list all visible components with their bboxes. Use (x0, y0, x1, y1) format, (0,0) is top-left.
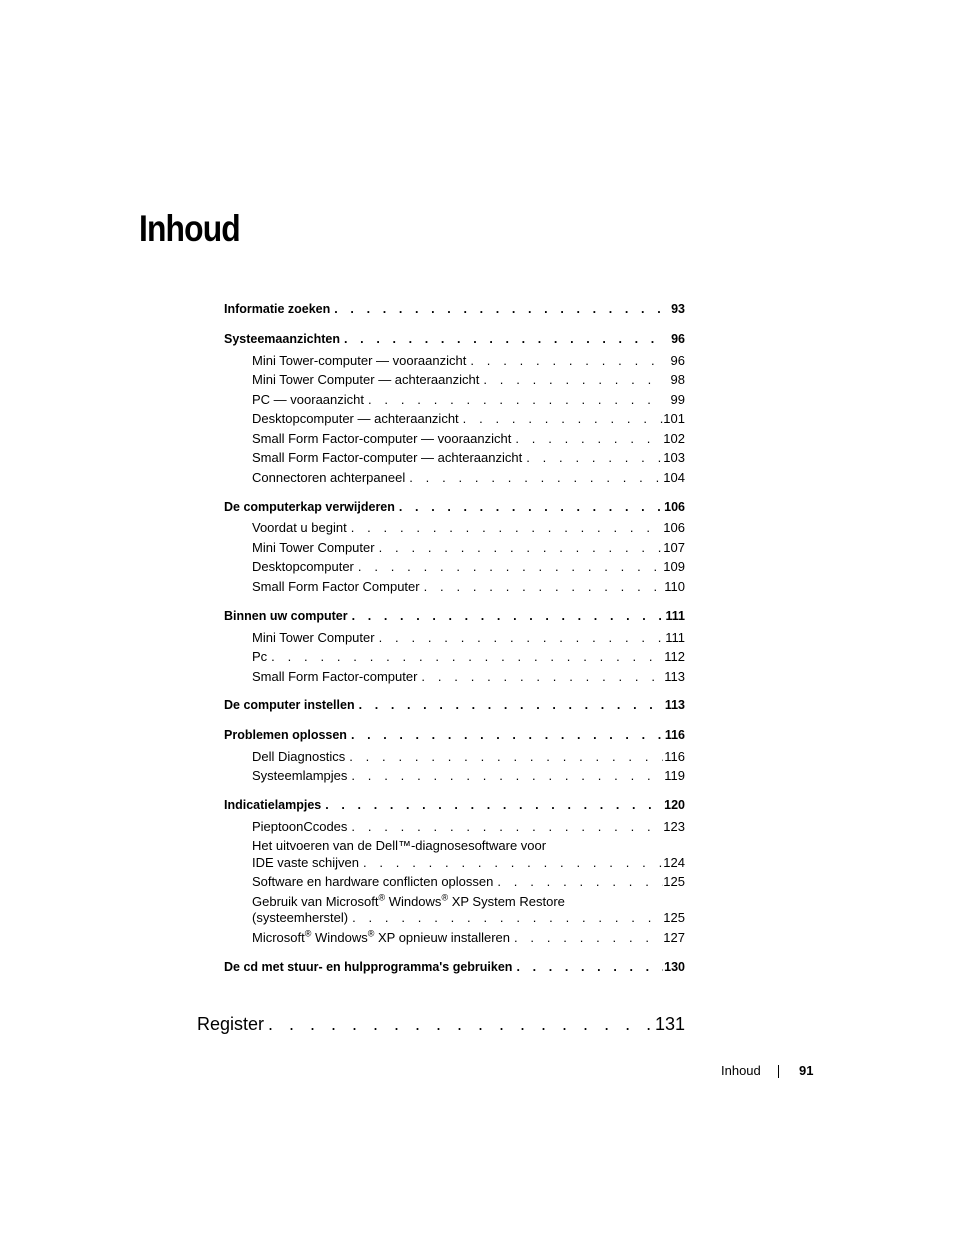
toc-entry-page: 125 (663, 874, 685, 889)
toc-entry-page: 127 (663, 930, 685, 945)
toc-entry-page: 106 (664, 500, 685, 514)
toc-entry-page: 120 (664, 798, 685, 812)
toc-entry-page: 130 (664, 960, 685, 974)
toc-entry-label: De cd met stuur- en hulpprogramma's gebruiken (224, 960, 513, 974)
toc-entry-page: 110 (664, 579, 685, 594)
dot-leader (405, 469, 663, 487)
dot-leader (321, 796, 663, 814)
toc-entry-label: Desktopcomputer — achteraanzicht (252, 411, 459, 426)
dot-leader (330, 300, 663, 318)
toc-entry-label: Small Form Factor Computer (252, 579, 420, 594)
toc-entry-page: 111 (665, 630, 685, 645)
dot-leader (375, 539, 663, 557)
dot-leader (493, 873, 663, 891)
toc-subentry[interactable] (252, 854, 685, 872)
toc-subentry[interactable] (252, 578, 685, 596)
toc-subentry[interactable] (252, 469, 685, 487)
dot-leader (459, 410, 663, 428)
dot-leader (522, 449, 663, 467)
toc-entry-register[interactable] (197, 1012, 685, 1036)
toc-entry-page: 104 (663, 470, 685, 485)
dot-leader (466, 352, 663, 370)
toc-entry-page: 111 (665, 609, 685, 623)
dot-leader (340, 330, 663, 348)
toc-entry-page: 98 (670, 372, 685, 387)
dot-leader (267, 648, 663, 666)
toc-subentry[interactable] (252, 668, 685, 686)
toc-entry-label: De computer instellen (224, 698, 355, 712)
toc-entry-line: Gebruik van Microsoft® Windows® XP System Restore (252, 892, 565, 909)
toc-entry-label: Mini Tower Computer — achteraanzicht (252, 372, 480, 387)
toc-entry-informatie-zoeken[interactable] (224, 300, 685, 318)
dot-leader (348, 909, 663, 927)
toc-entry-label: PC — vooraanzicht (252, 392, 364, 407)
footer-section-title: Inhoud (721, 1063, 761, 1078)
toc-entry-page: 109 (663, 559, 685, 574)
dot-leader (510, 929, 663, 947)
toc-entry-label: IDE vaste schijven (252, 855, 359, 870)
toc-entry-page: 99 (670, 392, 685, 407)
toc-entry-line: Het uitvoeren van de Dell™-diagnosesoftware voor (252, 838, 547, 853)
toc-entry-label: Indicatielampjes (224, 798, 322, 812)
toc-entry-label: Small Form Factor-computer (252, 669, 418, 684)
dot-leader (364, 391, 663, 409)
toc-entry-page: 113 (664, 698, 685, 712)
toc-entry-label: Systeemlampjes (252, 768, 348, 783)
toc-entry-label: (systeemherstel) (252, 910, 349, 925)
toc-subentry[interactable] (252, 818, 685, 836)
toc-entry-page: 102 (663, 431, 685, 446)
toc-entry-page: 112 (664, 649, 685, 664)
footer-divider (778, 1065, 779, 1078)
footer-page-number: 91 (799, 1063, 814, 1078)
registered-mark: ® (378, 892, 386, 903)
toc-entry-page: 106 (663, 520, 685, 535)
dot-leader (347, 767, 663, 785)
toc-subentry[interactable] (252, 648, 685, 666)
toc-entry-page: 123 (663, 819, 685, 834)
toc-entry-label: Mini Tower-computer — vooraanzicht (252, 353, 467, 368)
toc-entry-label: Informatie zoeken (224, 302, 331, 316)
dot-leader (417, 668, 663, 686)
toc-entry-label: Pc (252, 649, 268, 664)
registered-mark: ® (367, 928, 375, 939)
toc-subentry[interactable] (252, 929, 685, 947)
page-title: Inhoud (139, 208, 240, 249)
toc-entry-page: 107 (663, 540, 685, 555)
dot-leader (420, 578, 663, 596)
dot-leader (348, 607, 663, 625)
toc-entry-label: Small Form Factor-computer — achteraanzicht (252, 450, 523, 465)
toc-subentry[interactable] (252, 352, 685, 370)
toc-subentry[interactable] (252, 391, 685, 409)
toc-entry-cd-gebruiken[interactable] (224, 958, 685, 976)
toc-subentry[interactable] (252, 539, 685, 557)
toc-entry-label: Small Form Factor-computer — vooraanzicht (252, 431, 512, 446)
dot-leader (375, 629, 663, 647)
toc-entry-computer-instellen[interactable] (224, 696, 685, 714)
toc-subentry[interactable] (252, 371, 685, 389)
toc-entry-label: Voordat u begint (252, 520, 347, 535)
toc-entry-page: 119 (664, 768, 685, 783)
dot-leader (347, 519, 663, 537)
toc-subentry[interactable] (252, 430, 685, 448)
toc-entry-label: Desktopcomputer (252, 559, 354, 574)
toc-entry-problemen-oplossen[interactable] (224, 726, 685, 744)
toc-subentry[interactable] (252, 449, 685, 467)
dot-leader (511, 430, 663, 448)
toc-entry-label: Problemen oplossen (224, 728, 347, 742)
toc-entry-label: Mini Tower Computer (252, 540, 375, 555)
toc-entry-page: 93 (671, 302, 685, 316)
toc-subentry[interactable] (252, 873, 685, 891)
toc-entry-systeemaanzichten[interactable] (224, 330, 685, 348)
toc-entry-label: Software en hardware conflicten oplossen (252, 874, 494, 889)
dot-leader (355, 696, 663, 714)
toc-entry-page: 101 (663, 411, 685, 426)
toc-entry-label: Connectoren achterpaneel (252, 470, 406, 485)
toc-entry-indicatielampjes[interactable] (224, 796, 685, 814)
toc-entry-page: 124 (663, 855, 685, 870)
registered-mark: ® (304, 928, 312, 939)
toc-subentry[interactable] (252, 767, 685, 785)
toc-entry-label: Register (197, 1014, 265, 1034)
toc-entry-page: 116 (664, 749, 685, 764)
toc-entry-binnen-uw-computer[interactable] (224, 607, 685, 625)
toc-entry-page: 131 (654, 1014, 685, 1034)
toc-entry-label: Mini Tower Computer (252, 630, 375, 645)
toc-entry-page: 96 (671, 332, 685, 346)
toc-entry-label: De computerkap verwijderen (224, 500, 395, 514)
toc-subentry[interactable] (252, 909, 685, 927)
dot-leader (395, 498, 663, 516)
toc-subentry[interactable] (252, 748, 685, 766)
dot-leader (347, 726, 663, 744)
toc-entry-page: 125 (663, 910, 685, 925)
toc-entry-computerkap-verwijderen[interactable] (224, 498, 685, 516)
dot-leader (479, 371, 663, 389)
toc-entry-label: Microsoft® Windows® XP opnieuw installeren (252, 928, 510, 945)
toc-subentry[interactable] (252, 410, 685, 428)
toc-entry-label: Systeemaanzichten (224, 332, 341, 346)
toc-entry-label: Dell Diagnostics (252, 749, 346, 764)
toc-entry-label: Binnen uw computer (224, 609, 348, 623)
toc-entry-page: 96 (670, 353, 685, 368)
dot-leader (512, 958, 663, 976)
dot-leader (354, 558, 663, 576)
toc-entry-page: 116 (664, 728, 685, 742)
dot-leader (264, 1012, 655, 1036)
toc-subentry[interactable] (252, 629, 685, 647)
registered-mark: ® (441, 892, 449, 903)
toc-subentry[interactable] (252, 519, 685, 537)
dot-leader (345, 748, 663, 766)
toc-subentry[interactable] (252, 558, 685, 576)
toc-entry-page: 113 (664, 669, 685, 684)
toc-entry-page: 103 (663, 450, 685, 465)
dot-leader (347, 818, 663, 836)
toc-entry-label: PieptoonCcodes (252, 819, 348, 834)
dot-leader (359, 854, 663, 872)
